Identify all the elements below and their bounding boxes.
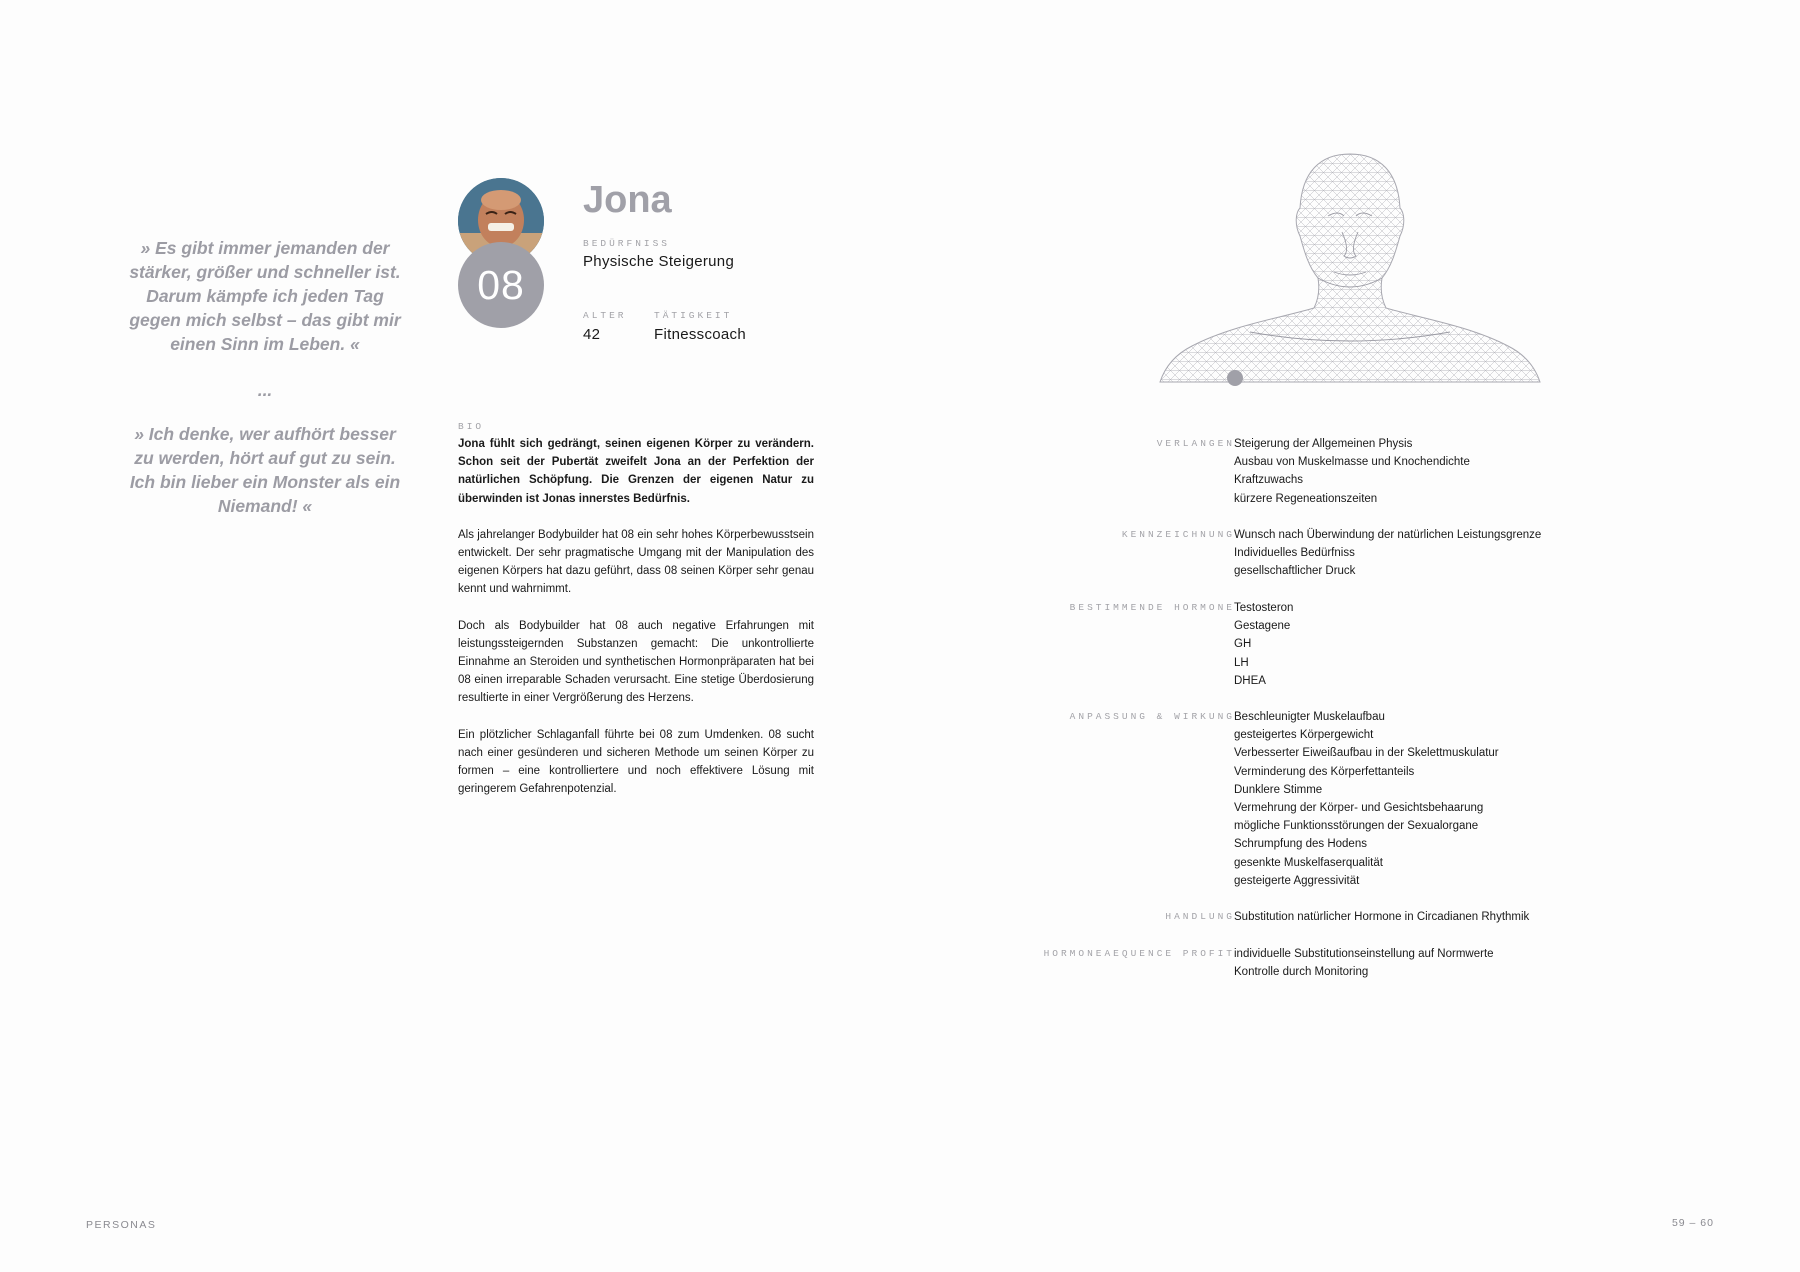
profile-item: Kraftzuwachs bbox=[1234, 474, 1304, 487]
profile-item: Kontrolle durch Monitoring bbox=[1234, 966, 1369, 979]
profile-item: GH bbox=[1234, 638, 1252, 651]
profile-item: gesteigerte Aggressivität bbox=[1234, 874, 1360, 887]
profile-table bbox=[0, 435, 1800, 995]
profile-row-label: BESTIMMENDE HORMONE bbox=[1069, 602, 1235, 613]
job-value: Fitnesscoach bbox=[654, 326, 746, 343]
profile-item: Dunklere Stimme bbox=[1234, 783, 1323, 796]
footer-page-numbers: 59 – 60 bbox=[1671, 1217, 1714, 1229]
quote-2: » Ich denke, wer aufhört besser zu werden, hört auf gut zu sein. Ich bin lieber ein Monster als ein Niemand! « bbox=[129, 424, 401, 516]
bio-label: BIO bbox=[458, 421, 485, 432]
profile-item: Wunsch nach Überwindung der natürlichen Leistungsgrenze bbox=[1234, 529, 1542, 541]
job-label: TÄTIGKEIT bbox=[654, 310, 733, 321]
profile-row-label: KENNZEICHNUNG bbox=[1121, 529, 1235, 540]
profile-item: individuelle Substitutionseinstellung auf Normwerte bbox=[1234, 948, 1494, 960]
profile-item: mögliche Funktionsstörungen der Sexualorgane bbox=[1234, 820, 1479, 833]
profile-item: Individuelles Bedürfniss bbox=[1234, 547, 1355, 560]
persona-name: Jona bbox=[583, 179, 672, 221]
profile-item: gesteigertes Körpergewicht bbox=[1234, 729, 1374, 742]
need-value: Physische Steigerung bbox=[583, 253, 735, 270]
profile-item: Vermehrung der Körper- und Gesichtsbehaarung bbox=[1234, 802, 1484, 815]
profile-row-label: HANDLUNG bbox=[1165, 911, 1235, 922]
wireframe-bust-illustration bbox=[1130, 150, 1570, 390]
profile-item: DHEA bbox=[1234, 674, 1266, 687]
profile-item: Substitution natürlicher Hormone in Circadianen Rhythmik bbox=[1234, 911, 1530, 923]
profile-item: Ausbau von Muskelmasse und Knochendichte bbox=[1234, 456, 1470, 469]
need-label: BEDÜRFNISS bbox=[583, 238, 671, 249]
profile-item: Beschleunigter Muskelaufbau bbox=[1234, 711, 1385, 723]
quote-1: » Es gibt immer jemanden der stärker, größer und schneller ist. Darum kämpfe ich jeden Tag gegen mich selbst – das gibt mir einen Sinn im Leben. « bbox=[129, 238, 401, 354]
profile-item: LH bbox=[1234, 656, 1249, 669]
profile-item: gesenkte Muskelfaserqualität bbox=[1234, 856, 1383, 869]
indicator-dot-icon bbox=[1227, 370, 1243, 386]
bio-paragraph: Als jahrelanger Bodybuilder hat 08 ein sehr hohes Körperbewusstsein entwickelt. Der sehr pragmatische Umgang mit der Manipulation des eigenen Körpers hat dazu geführt, dass 08 seinen Körper sehr genau kennt und wahrnimmt. bbox=[458, 528, 814, 596]
bio-paragraph: Doch als Bodybuilder hat 08 auch negative Erfahrungen mit leistungssteigernden Substanzen gemacht: Die unkontrollierte Einnahme an Steroiden und synthetischen Hormonpräparaten hat bei 08 einen irreparable Schaden verursacht. Eine stetige Überdosierung resultierte in einer Vergrößerung des Herzens. bbox=[458, 619, 814, 705]
profile-item: Steigerung der Allgemeinen Physis bbox=[1234, 438, 1413, 450]
profile-item: Schrumpfung des Hodens bbox=[1234, 838, 1367, 851]
age-value: 42 bbox=[583, 326, 601, 343]
profile-item: kürzere Regeneationszeiten bbox=[1234, 492, 1378, 505]
persona-number: 08 bbox=[477, 261, 525, 308]
bio-paragraph: Ein plötzlicher Schlaganfall führte bei 08 zum Umdenken. 08 sucht nach einer gesünderen und sicheren Methode um seinen Körper zu formen – eine kontrolliertere und noch effektivere Lösung mit geringerem Gefahrenpotenzial. bbox=[458, 728, 814, 796]
profile-row-label: VERLANGEN bbox=[1156, 438, 1235, 449]
footer-section-title: PERSONAS bbox=[86, 1219, 157, 1231]
profile-item: Testosteron bbox=[1234, 602, 1294, 614]
profile-item: Gestagene bbox=[1234, 620, 1291, 633]
profile-item: Verminderung des Körperfettanteils bbox=[1234, 765, 1415, 778]
bio-lead: Jona fühlt sich gedrängt, seinen eigenen Körper zu verändern. Schon seit der Pubertät zweifelt Jona an der Perfektion der natürlichen Schöpfung. Die Grenzen der eigenen Natur zu überwinden ist Jonas innerstes Bedürfnis. bbox=[458, 438, 814, 505]
profile-row-label: HORMONEAEQUENCE PROFIT bbox=[1043, 948, 1235, 959]
profile-item: gesellschaftlicher Druck bbox=[1234, 565, 1356, 578]
persona-number-badge bbox=[458, 242, 544, 328]
age-label: ALTER bbox=[583, 310, 627, 321]
profile-row-label: ANPASSUNG & WIRKUNG bbox=[1069, 711, 1235, 722]
profile-item: Verbesserter Eiweißaufbau in der Skelettmuskulatur bbox=[1234, 747, 1499, 760]
quote-separator: ... bbox=[257, 380, 273, 400]
